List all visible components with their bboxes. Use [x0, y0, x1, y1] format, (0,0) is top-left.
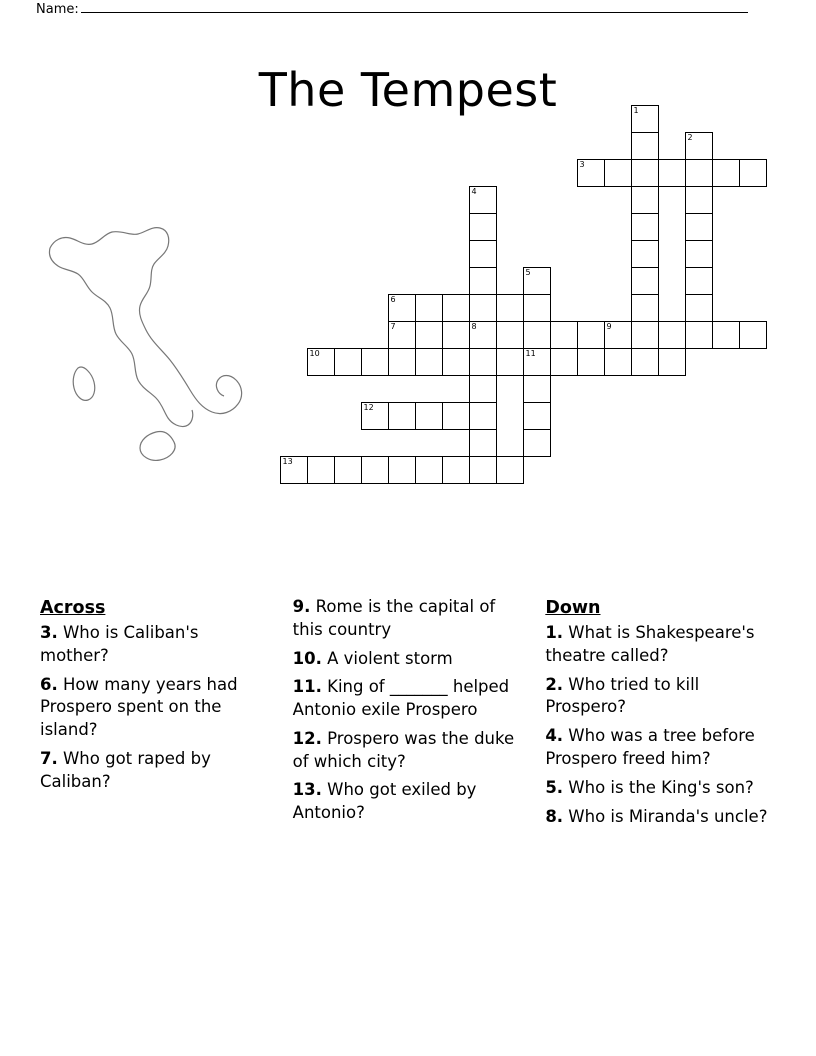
crossword-grid[interactable] — [280, 105, 780, 565]
crossword-cell[interactable] — [631, 213, 659, 241]
crossword-cell[interactable] — [604, 348, 632, 376]
crossword-cell[interactable] — [415, 402, 443, 430]
crossword-cell[interactable] — [361, 402, 389, 430]
crossword-cell[interactable] — [685, 132, 713, 160]
crossword-cell[interactable] — [469, 429, 497, 457]
clue-text: Who is the King's son? — [563, 777, 754, 797]
crossword-cell[interactable] — [361, 348, 389, 376]
crossword-cell[interactable] — [469, 240, 497, 268]
clue-text: A violent storm — [321, 648, 453, 668]
name-label: Name: — [36, 2, 79, 17]
crossword-cell[interactable] — [442, 294, 470, 322]
crossword-cell[interactable] — [469, 348, 497, 376]
across-heading: Across — [40, 598, 106, 618]
page-title: The Tempest — [258, 62, 558, 117]
cell-number: 13 — [282, 457, 293, 466]
crossword-cell[interactable] — [685, 321, 713, 349]
clue-text: Rome is the capital of this country — [292, 597, 496, 639]
crossword-cell[interactable] — [469, 375, 497, 403]
clue-number: 1. — [545, 623, 564, 643]
clue-number: 8. — [545, 806, 564, 826]
crossword-cell[interactable] — [631, 321, 659, 349]
crossword-cell[interactable] — [523, 375, 551, 403]
crossword-cell[interactable] — [685, 294, 713, 322]
crossword-cell[interactable] — [658, 348, 686, 376]
crossword-cell[interactable] — [604, 321, 632, 349]
crossword-cell[interactable] — [523, 402, 551, 430]
clue-text: Who got exiled by Antonio? — [292, 780, 477, 823]
clue-number: 10. — [292, 648, 322, 668]
crossword-cell[interactable] — [523, 267, 551, 295]
sicily-shape — [140, 431, 175, 460]
cell-number: 12 — [363, 403, 374, 412]
clue-text: Who tried to kill Prospero? — [545, 674, 700, 717]
clue-number: 9. — [292, 597, 311, 616]
clue-down-4 — [545, 725, 776, 771]
crossword-cell[interactable] — [442, 402, 470, 430]
crossword-cell[interactable] — [496, 348, 524, 376]
crossword-cell[interactable] — [442, 348, 470, 376]
crossword-cell[interactable] — [550, 348, 578, 376]
crossword-cell[interactable] — [631, 186, 659, 214]
crossword-cell[interactable] — [685, 240, 713, 268]
name-write-line[interactable] — [81, 0, 748, 13]
crossword-cell[interactable] — [631, 105, 659, 133]
cell-number: 2 — [687, 133, 693, 142]
crossword-cell[interactable] — [685, 213, 713, 241]
clue-list — [40, 596, 776, 976]
crossword-cell[interactable] — [469, 213, 497, 241]
cell-number: 9 — [606, 322, 612, 331]
cell-number: 5 — [525, 268, 531, 277]
crossword-cell[interactable] — [685, 159, 713, 187]
crossword-cell[interactable] — [469, 456, 497, 484]
crossword-cell[interactable] — [712, 159, 740, 187]
clue-number: 12. — [292, 728, 322, 748]
clue-across-3 — [40, 622, 271, 668]
cell-number: 8 — [471, 322, 477, 331]
crossword-cell[interactable] — [334, 348, 362, 376]
italy-map-icon — [40, 200, 290, 470]
crossword-cell[interactable] — [685, 186, 713, 214]
crossword-cell[interactable] — [496, 321, 524, 349]
crossword-cell[interactable] — [631, 348, 659, 376]
down-heading: Down — [545, 598, 601, 618]
crossword-cell[interactable] — [685, 267, 713, 295]
clue-number: 5. — [545, 777, 564, 797]
cell-number: 1 — [633, 106, 639, 115]
crossword-cell[interactable] — [415, 294, 443, 322]
clue-across-10 — [293, 648, 524, 671]
crossword-cell[interactable] — [631, 267, 659, 295]
name-row — [36, 0, 748, 17]
cell-number: 10 — [309, 349, 320, 358]
crossword-cell[interactable] — [442, 321, 470, 349]
clue-text: Prospero was the duke of which city? — [292, 728, 515, 771]
clue-down-8 — [545, 806, 776, 829]
crossword-cell[interactable] — [415, 321, 443, 349]
crossword-cell[interactable] — [523, 294, 551, 322]
clue-number: 3. — [40, 623, 58, 643]
crossword-cell[interactable] — [739, 159, 767, 187]
crossword-cell[interactable] — [280, 456, 308, 484]
clue-number: 4. — [545, 726, 564, 746]
clue-text: How many years had Prospero spent on the island? — [40, 674, 238, 740]
clue-down-5 — [545, 777, 776, 800]
crossword-cell[interactable] — [604, 159, 632, 187]
sardinia-shape — [73, 367, 95, 400]
clue-across-12 — [293, 728, 524, 774]
crossword-cell[interactable] — [469, 402, 497, 430]
crossword-cell[interactable] — [496, 456, 524, 484]
clue-text: What is Shakespeare's theatre called? — [545, 623, 755, 665]
crossword-cell[interactable] — [496, 294, 524, 322]
crossword-cell[interactable] — [307, 456, 335, 484]
crossword-cell[interactable] — [523, 321, 551, 349]
clue-text: King of _______ helped Antonio exile Prospero — [292, 677, 510, 720]
clue-across-7 — [40, 748, 271, 794]
crossword-cell[interactable] — [388, 402, 416, 430]
crossword-cell[interactable] — [523, 429, 551, 457]
clue-across-11 — [293, 676, 524, 722]
clue-across-13 — [293, 779, 524, 825]
clue-number: 11. — [292, 677, 322, 697]
crossword-cell[interactable] — [631, 240, 659, 268]
crossword-cell[interactable] — [361, 456, 389, 484]
crossword-cell[interactable] — [469, 321, 497, 349]
cell-number: 11 — [525, 349, 536, 358]
crossword-cell[interactable] — [469, 294, 497, 322]
crossword-cell[interactable] — [712, 321, 740, 349]
crossword-cell[interactable] — [469, 186, 497, 214]
crossword-cell[interactable] — [388, 294, 416, 322]
crossword-cell[interactable] — [577, 159, 605, 187]
clue-down-1 — [545, 622, 776, 668]
clue-number: 6. — [40, 674, 58, 694]
crossword-cell[interactable] — [469, 267, 497, 295]
crossword-cell[interactable] — [415, 348, 443, 376]
crossword-cell[interactable] — [631, 132, 659, 160]
crossword-cell[interactable] — [415, 456, 443, 484]
clue-number: 2. — [545, 674, 564, 694]
crossword-cell[interactable] — [631, 294, 659, 322]
crossword-cell[interactable] — [388, 348, 416, 376]
cell-number: 4 — [471, 187, 477, 196]
clue-number: 13. — [292, 780, 322, 800]
clue-across-6 — [40, 674, 271, 742]
clue-text: Who was a tree before Prospero freed him? — [545, 726, 755, 768]
crossword-cell[interactable] — [523, 348, 551, 376]
cell-number: 6 — [390, 295, 396, 304]
crossword-cell[interactable] — [658, 159, 686, 187]
crossword-cell[interactable] — [307, 348, 335, 376]
crossword-cell[interactable] — [577, 348, 605, 376]
clue-number: 7. — [40, 748, 58, 768]
crossword-cell[interactable] — [631, 159, 659, 187]
italy-map-illustration — [40, 200, 290, 470]
crossword-cell[interactable] — [334, 456, 362, 484]
crossword-cell[interactable] — [577, 321, 605, 349]
cell-number: 3 — [579, 160, 585, 169]
clue-text: Who is Miranda's uncle? — [563, 806, 768, 826]
crossword-cell[interactable] — [388, 456, 416, 484]
crossword-cell[interactable] — [658, 321, 686, 349]
clue-text: Who got raped by Caliban? — [40, 748, 211, 791]
crossword-cell[interactable] — [442, 456, 470, 484]
cell-number: 7 — [390, 322, 396, 331]
clue-across-9 — [293, 596, 524, 642]
clue-text: Who is Caliban's mother? — [40, 623, 199, 665]
crossword-cell[interactable] — [388, 321, 416, 349]
clue-down-2 — [545, 674, 776, 720]
crossword-cell[interactable] — [550, 321, 578, 349]
crossword-cell[interactable] — [739, 321, 767, 349]
